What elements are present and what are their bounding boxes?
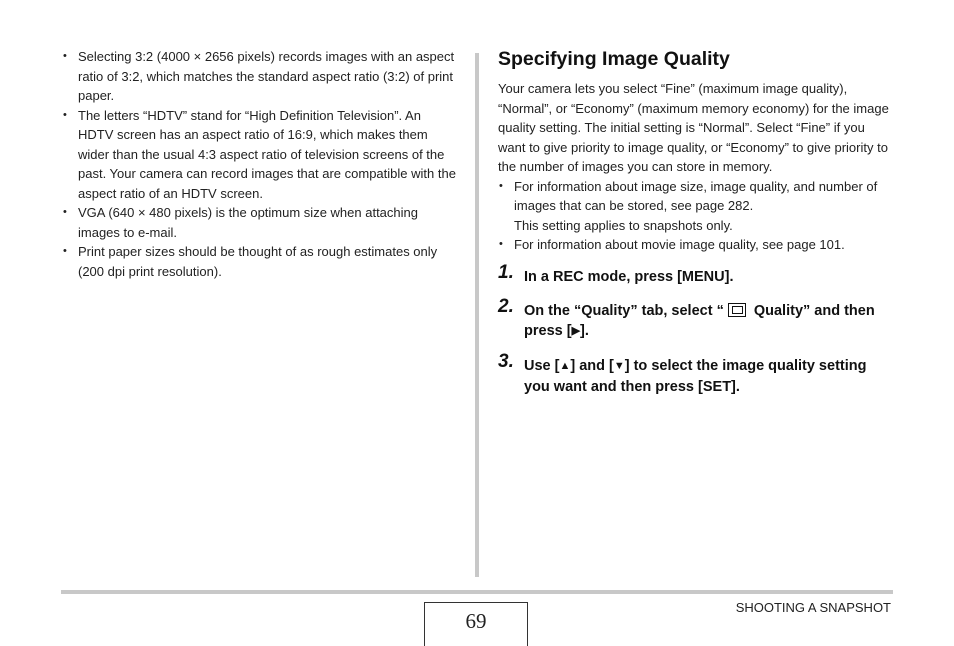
step-3 — [498, 350, 893, 397]
image-quality-icon — [728, 303, 746, 317]
step-text: In a REC mode, press [MENU]. — [524, 268, 734, 285]
step-text-b: ] and [ — [570, 357, 614, 374]
right-column — [498, 46, 893, 411]
page-number-box — [424, 602, 528, 646]
step-2 — [498, 295, 893, 342]
right-arrow-icon: ▶ — [571, 324, 581, 337]
step-number: 2. — [498, 295, 514, 317]
bullet-item: • The letters “HDTV” stand for “High Definition Television”. An HDTV screen has an aspect ratio of 16:9, which makes them wider than the usual 4:3 aspect ratio of television screens of the past. Your camera can record images that are compatible with the aspect ratio of an HDTV screen. — [62, 106, 457, 204]
step-1 — [498, 261, 893, 287]
down-arrow-icon: ▼ — [613, 359, 625, 372]
column-divider — [475, 53, 479, 577]
section-label: SHOOTING A SNAPSHOT — [735, 600, 891, 615]
left-column — [62, 47, 457, 281]
bullet-item: • Selecting 3:2 (4000 × 2656 pixels) records images with an aspect ratio of 3:2, which matches the standard aspect ratio (3:2) of print paper. — [62, 47, 457, 106]
step-text-a: Use [ — [524, 357, 560, 374]
up-arrow-icon: ▲ — [559, 359, 571, 372]
step-text-c: ] to select the image quality setting you want and then press [SET]. — [524, 357, 867, 395]
bullet-item — [498, 177, 893, 236]
step-number: 1. — [498, 261, 514, 283]
section-title: Specifying Image Quality — [498, 48, 730, 70]
bullet-text: For information about image size, image quality, and number of images that can be stored, see page 282. — [514, 178, 878, 213]
step-text-post: Quality” and then press [ — [524, 302, 875, 339]
step-text-pre: On the “Quality” tab, select “ — [524, 302, 724, 319]
bullet-item: • For information about movie image quality, see page 101. — [498, 235, 893, 255]
step-text-end: ]. — [580, 322, 589, 339]
bullet-note: This setting applies to snapshots only. — [514, 217, 733, 233]
footer-divider — [61, 590, 893, 594]
bullet-item: • Print paper sizes should be thought of as rough estimates only (200 dpi print resolution). — [62, 242, 457, 281]
right-bullet-list — [498, 177, 893, 255]
steps-list — [498, 261, 893, 397]
step-number: 3. — [498, 350, 514, 372]
bullet-item: • VGA (640 × 480 pixels) is the optimum size when attaching images to e-mail. — [62, 203, 457, 242]
page-number: 69 — [465, 609, 487, 633]
intro-paragraph: Your camera lets you select “Fine” (maximum image quality), “Normal”, or “Economy” (maximum memory economy) for the image quality setting. The initial setting is “Normal”. Select “Fine” if you want to give priority to image quality, or “Economy” to give priority to the number of images you can store in memory. — [498, 81, 889, 174]
left-bullet-list — [62, 47, 457, 281]
